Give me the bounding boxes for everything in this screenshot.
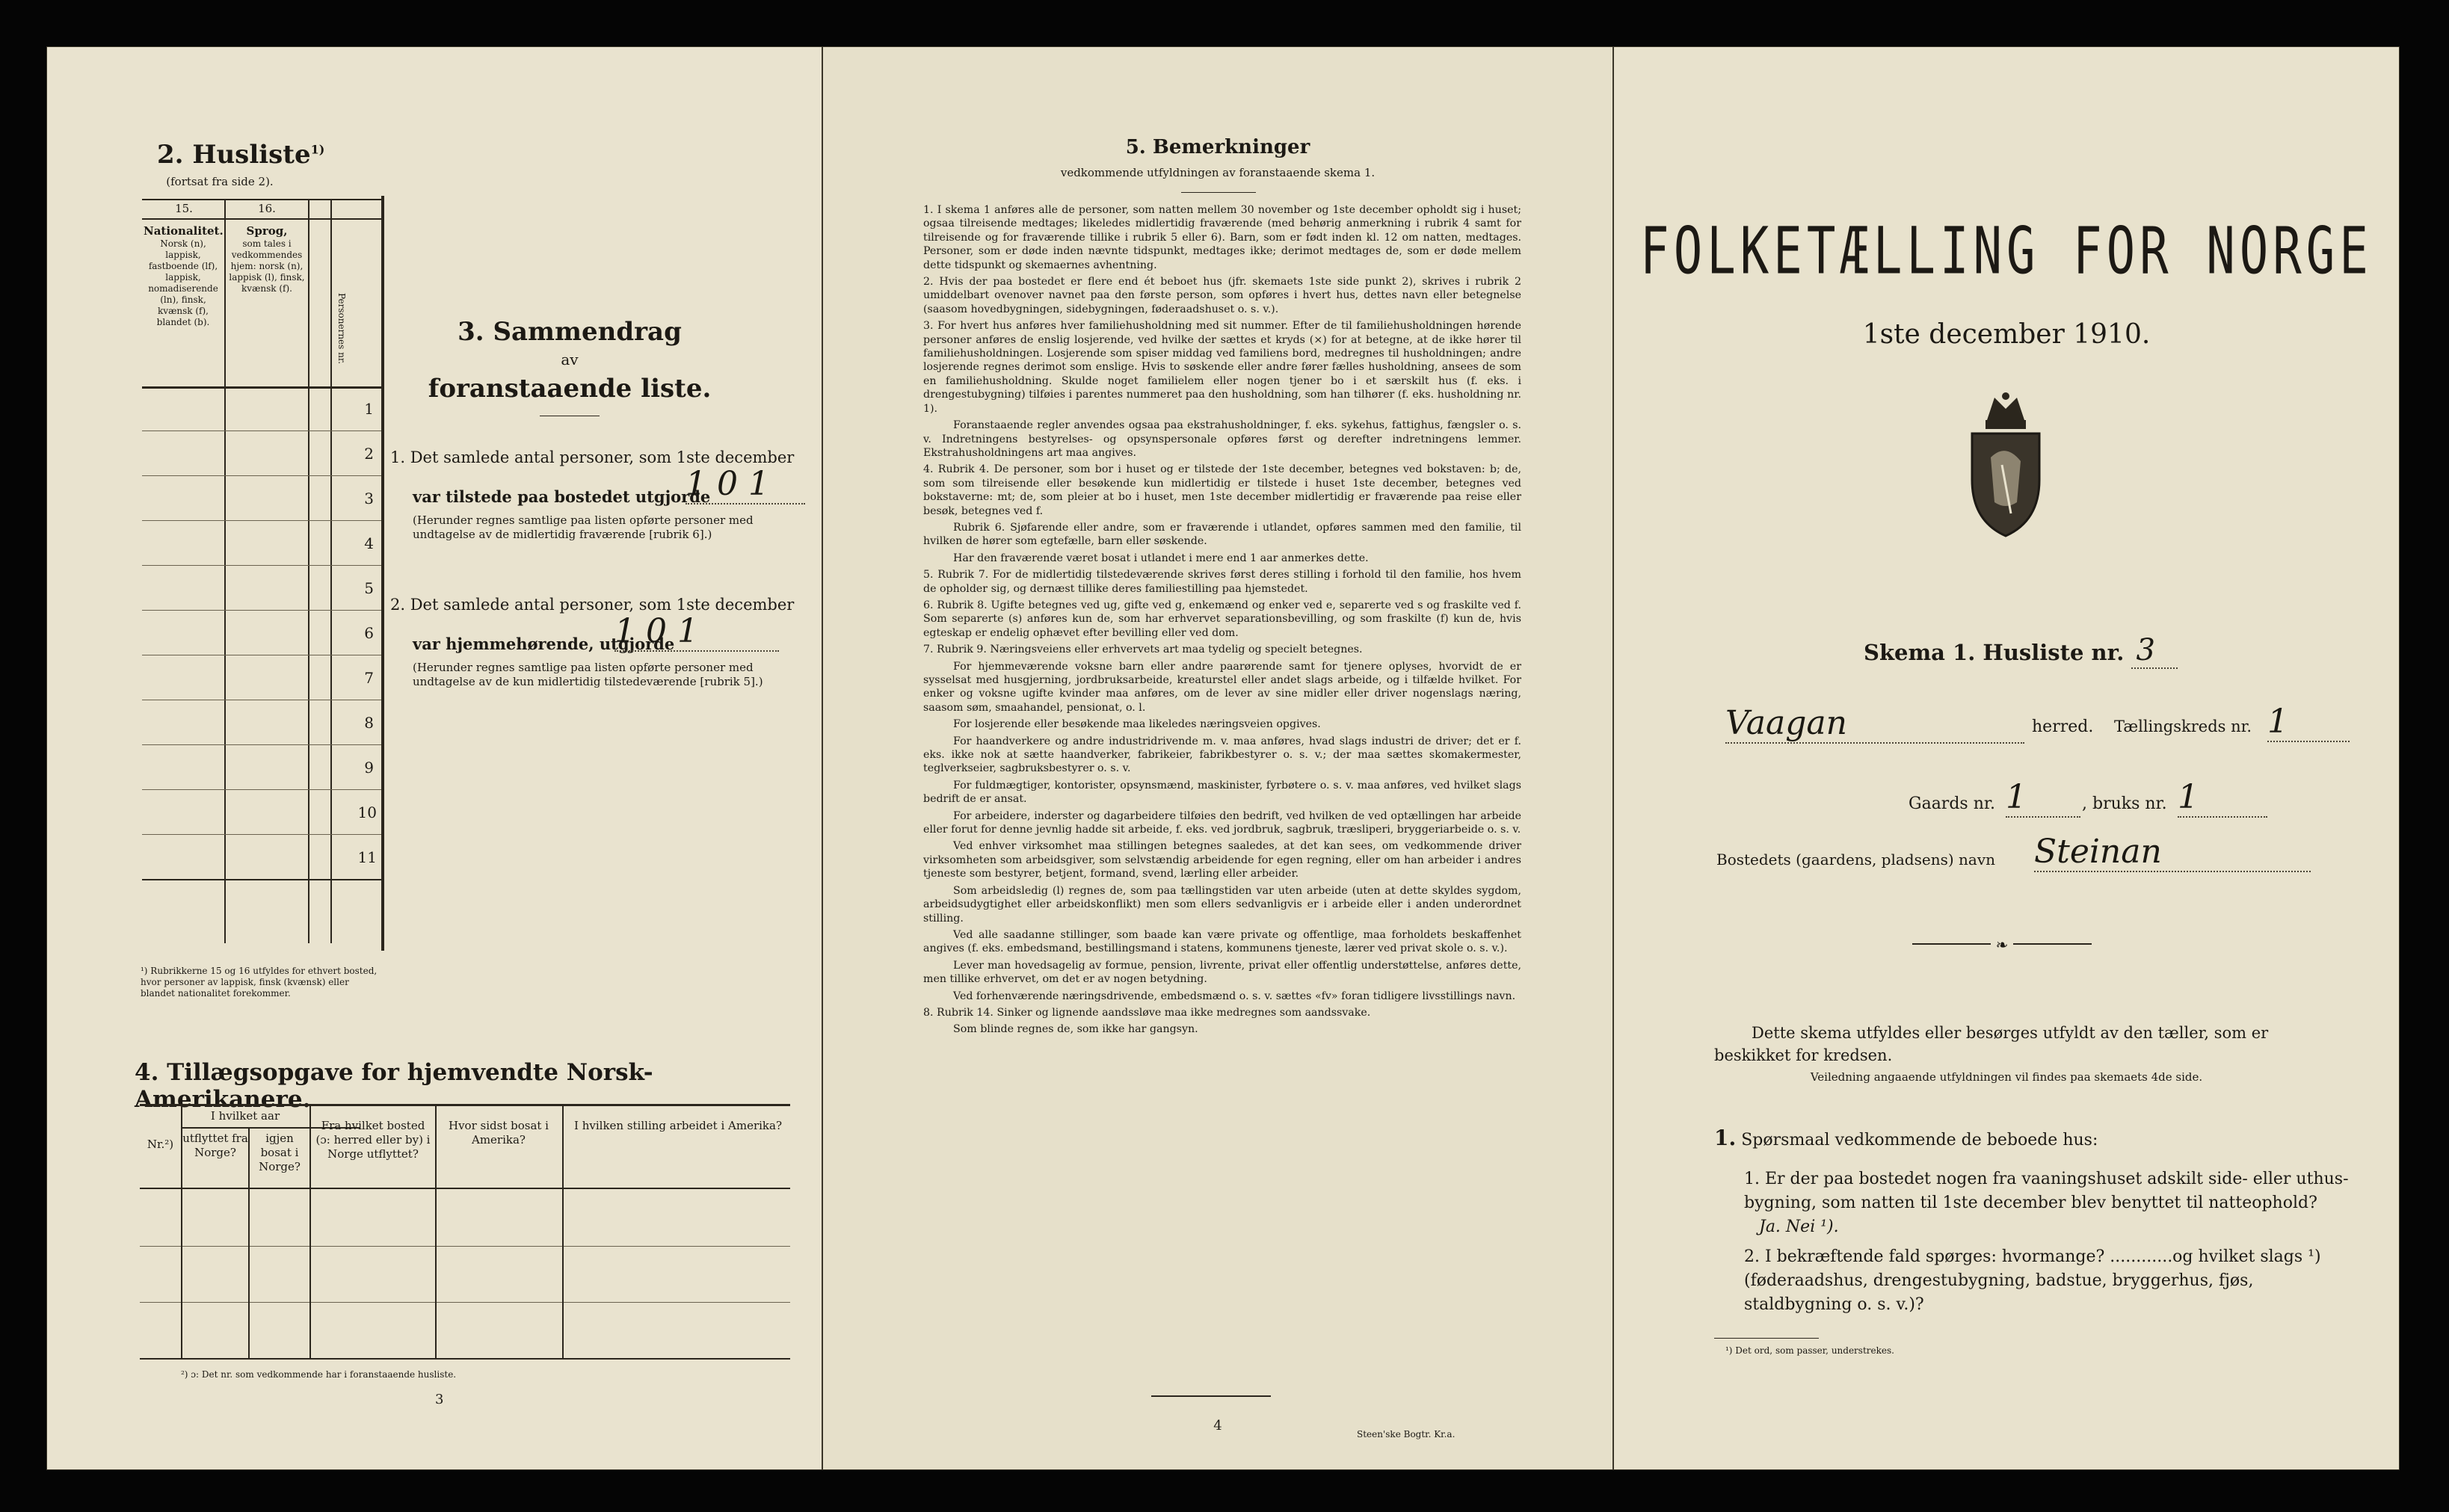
question-1-answer: Ja. Nei ¹). [1759,1218,1839,1236]
table-row: 6 [142,611,381,655]
tillaeg-title: 4. Tillægsopgave for hjemvendte Norsk-Amerikanere. [135,1059,653,1113]
col15-number: 15. [175,202,193,215]
husliste-subtitle: (fortsat fra side 2). [166,175,274,188]
table-row: 4 [142,521,381,566]
remark-2: 2. Hvis der paa bostedet er flere end ét beboet hus (jfr. skemaets 1ste side punkt 2), skrives i rubrik 2 umiddelbart ovenover navnet paa den første person, som opføres i hvert hus, dettes navn eller betegnelse (saasom hovedbygningen, sidebygningen, føderaadshuset o. s. v.). [923,276,1521,315]
sammendrag-item-2: 2. Det samlede antal personer, som 1ste december var hjemmehørende, utgjorde 1 0 1 (Herunder regnes samtlige paa listen opførte personer med undtagelse av de kun midlertidig tilstedeværende [rubrik 5].) [390,596,795,688]
remark-7k: Ved forhenværende næringsdrivende, embedsmænd o. s. v. sættes «fv» foran tidligere livsstillings navn. [953,990,1516,1002]
husliste-footnote: ¹) Rubrikkerne 15 og 16 utfyldes for ethvert bosted, hvor personer av lappisk, finsk (kvænsk) eller blandet nationalitet forekommer. [141,966,378,999]
bosted-value: Steinan [2034,833,2311,872]
page-number: 3 [435,1392,444,1407]
bosted-label: Bostedets (gaardens, pladsens) navn [1716,851,1995,868]
bemerkninger-title: 5. Bemerkninger [1125,136,1310,158]
remark-3b: Foranstaaende regler anvendes ogsaa paa ekstrahusholdninger, f. eks. sykehus, fattighus, fængsler o. s. v. Indretningens bestyrelses- og opsynspersonale opføres først og derefter indretningens lemmer. Ekstrahusholdningens art maa angives. [923,419,1521,459]
remark-7i: Ved alle saadanne stillinger, som baade kan være private og offentlige, maa forholdets beskaffenhet angives (f. eks. embedsmand, bestillingsmand i statens, kommunens tjeneste, lærer ved privat skole o. s. v.). [923,928,1521,955]
question-heading: 1. Spørsmaal vedkommende de beboede hus: [1714,1126,2098,1150]
table-row: 10 [142,790,381,835]
herred-label: herred. [2032,718,2094,736]
ornament-icon: ❧ [1991,936,2013,954]
colnr-header: Personernes nr. [336,293,347,365]
tillaeg-col-e: I hvilken stilling arbeidet i Amerika? [574,1119,782,1132]
bosted-row [1716,833,2374,883]
census-title: FOLKETÆLLING FOR NORGE [1640,215,2373,289]
remark-4: 4. Rubrik 4. De personer, som bor i huset og er tilstede der 1ste december, betegnes ved bokstaven: b; de, som som tilreisende eller besøkende kun midlertidig er tilstede i huset 1ste december, betegnes ved bokstaverne: mt; de, som pleier at bo i huset, men 1ste december midlertidig er fraværende paa reise eller besøk, betegnes ved f. [923,463,1521,517]
table-row: 9 [142,745,381,790]
page-left [46,46,822,1470]
page-right [1613,46,2400,1470]
instruction-text: Dette skema utfyldes eller besørges utfyldt av den tæller, som er beskikket for kredsen. [1714,1024,2269,1064]
gaards-row [1909,778,2297,827]
questions [1714,1126,2357,1317]
kreds-value: 1 [2267,703,2350,742]
remark-7j: Lever man hovedsagelig av formue, pension, livrente, privat eller offentlig understøttelse, anføres dette, men tillike erhvervet, om det er av nogen betydning. [923,959,1521,986]
question-1: 1. Er der paa bostedet nogen fra vaaningshuset adskilt side- eller uthus-bygning, som natten til 1ste december blev benyttet til natteophold? Ja. Nei ¹). [1744,1170,2349,1236]
husliste-rows [142,386,381,880]
col16-number: 16. [258,202,276,215]
remark-7g: Ved enhver virksomhet maa stillingen betegnes saaledes, at det kan sees, om vedkommende driver virksomheten som arbeidsgiver, som selvstændig arbeidende for egen regning, eller om han arbeider i andres tjeneste som bestyrer, betjent, formand, svend, lærling eller arbeider. [923,840,1521,880]
bemerkninger-subtitle: vedkommende utfyldningen av foranstaaende skema 1. [1060,166,1376,179]
table-row: 11 [142,835,381,880]
herred-row [1710,704,2368,749]
husliste-nr-value: 3 [2131,633,2177,669]
table-row: 2 [142,431,381,476]
bruks-value: 1 [2178,778,2267,818]
col15-header: Nationalitet. Norsk (n), lappisk, fastboende (lf), lappisk, nomadiserende (ln), finsk, kvænsk (f), blandet (b). [144,224,224,327]
question-2: 2. I bekræftende fald spørges: hvormange? ............og hvilket slags ¹) (føderaadshus, drengestubygning, badstue, bryggerhus, fjøs, staldbygning o. s. v.)? [1744,1247,2321,1314]
sammendrag-heading: 3. Sammendrag av foranstaaende liste. [413,315,727,416]
tillaeg-footnote: ²) ɔ: Det nr. som vedkommende har i foranstaaende husliste. [181,1369,457,1380]
sammendrag-item-1: 1. Det samlede antal personer, som 1ste december var tilstede paa bostedet utgjorde 1 0 1 (Herunder regnes samtlige paa listen opførte personer med undtagelse av de midlertidig fraværende [rubrik 6].) [353,448,801,542]
printer-mark: Steen'ske Bogtr. Kr.a. [1357,1429,1455,1440]
bruks-label: , bruks nr. [2082,794,2167,813]
norway-coat-of-arms-icon [1965,390,2047,543]
skema-label: Skema 1. Husliste nr. 3 [1864,633,2178,667]
remark-7e: For fuldmægtiger, kontorister, opsynsmænd, maskinister, fyrbøtere o. s. v. maa anføres, ved hvilket slags bedrift de er ansat. [923,779,1521,806]
table-row: 1 [142,386,381,431]
remark-6: 6. Rubrik 8. Ugifte betegnes ved ug, gifte ved g, enkemænd og enker ved e, separerte ved s og fraskilte ved f. Som separerte (s) anføres kun de, som har erhvervet separationsbevilling, og som fraskilte (f) kun de, hvis egteskap er endelig ophævet efter bevilling eller ved dom. [923,599,1521,639]
census-date: 1ste december 1910. [1862,319,2151,350]
remark-7f: For arbeidere, inderster og dagarbeidere tilføies den bedrift, ved hvilken de ved optællingen har arbeide eller forut for denne jevnlig hadde sit arbeide, f. eks. ved jordbruk, sagbruk, træsliperi, bryggeriarbeide o. s. v. [923,809,1521,836]
table-row: 5 [142,566,381,611]
herred-value: Vaagan [1725,704,2024,744]
col16-header: Sprog, som tales i vedkommendes hjem: norsk (n), lappisk (l), finsk, kvænsk (f). [229,224,305,294]
item1-handwritten-value: 1 0 1 [686,465,805,504]
remark-5: 5. Rubrik 7. For de midlertidig tilstedeværende skrives først deres stilling i forhold til den familie, hos hvem de opholder sig, og dernæst tillike deres familiestilling paa hjemstedet. [923,569,1521,595]
remark-4c: Har den fraværende været bosat i utlandet i mere end 1 aar anmerkes dette. [953,552,1369,564]
tillaeg-col-d: Hvor sidst bosat i Amerika? [449,1119,549,1147]
tillaeg-col-group: I hvilket aar [210,1109,280,1123]
page-number: 4 [1213,1418,1222,1434]
remark-7: 7. Rubrik 9. Næringsveiens eller erhvervets art maa tydelig og specielt betegnes. [923,644,1363,656]
footnote: ¹) Det ord, som passer, understrekes. [1725,1345,1894,1356]
remark-7h: Som arbeidsledig (l) regnes de, som paa tællingstiden var uten arbeide (uten at dette skyldes sygdom, arbeidsudygtighet eller arbeidskonflikt) men som ellers sedvanligvis er i arbeide eller i anden underordnet stilling. [923,884,1521,925]
remark-4b: Rubrik 6. Sjøfarende eller andre, som er fraværende i utlandet, opføres sammen med den familie, til hvilken de hører som egtefælle, barn eller søskende. [923,521,1521,548]
tillaeg-col-a: utflyttet fra Norge? [182,1132,248,1159]
table-row: 7 [142,655,381,700]
remark-1: 1. I skema 1 anføres alle de personer, som natten mellem 30 november og 1ste december opholdt sig i huset; ogsaa tilreisende medtages; likeledes midlertidig fraværende (med behørig anmerkning i rubrik 4 samt for tilreisende og for fraværende tillike i rubrik 5 eller 6). Barn, som er født inden kl. 12 om natten, medtages. Personer, som er døde inden nævnte tidspunkt, medtages ikke; derimot medtages de, som er døde mellem dette tidspunkt og skemaernes avhentning. [923,204,1521,271]
tillaeg-col-b: igjen bosat i Norge? [259,1132,301,1173]
tillaeg-col-nr: Nr.²) [147,1138,174,1151]
page-middle [822,46,1613,1470]
item2-handwritten-value: 1 0 1 [614,612,779,652]
husliste-title: 2. Husliste$^{1)}$ [157,140,325,170]
tillaeg-col-c: Fra hvilket bosted (ɔ: herred eller by) i Norge utflyttet? [315,1119,431,1161]
remark-8: 8. Rubrik 14. Sinker og lignende aandssløve maa ikke medregnes som aandssvake. [923,1006,1371,1019]
remark-3: 3. For hvert hus anføres hver familiehusholdning med sit nummer. Efter de til familiehusholdningen hørende personer anføres de enslig losjerende, ved hvilke der sættes et kryds (×) for at betegne, at de ikke hører til familiehusholdningen. Losjerende som spiser middag ved familiens bord, medregnes til husholdningen; andre losjerende regnes derimot som enslige. Hvis to søskende eller andre fører fælles husholdning, ansees de som en familiehusholdning. Skulde noget familielem eller nogen tjener bo i et særskilt hus (f. eks. i drengestubygning) tilføies i parentes nummeret paa den husholdning, som han tilhører (f. eks. husholdning nr. 1). [923,320,1521,415]
remark-7b: For hjemmeværende voksne barn eller andre paarørende samt for tjenere oplyses, hvorvidt de er sysselsat med husgjerning, jordbruksarbeide, kreaturstel eller andet slags arbeide, og i tilfælde hvilket. For enker og voksne ugifte kvinder maa anføres, om de lever av sine midler eller driver nogenslags næring, saasom søm, smaahandel, pensionat, o. l. [923,660,1521,714]
bemerkninger-body [923,203,1521,1040]
table-row: 3 [142,476,381,521]
gaards-value: 1 [2006,778,2080,818]
kreds-label: Tællingskreds nr. [2114,718,2252,735]
remark-7d: For haandverkere og andre industridrivende m. v. maa anføres, hvad slags industri de driver; det er f. eks. ikke nok at sætte haandverker, fabrikeier, fabrikbestyrer o. s. v.; der maa sættes skomakermester, teglverkseier, sagbruksbestyrer o. s. v. [923,735,1521,775]
remark-7c: For losjerende eller besøkende maa likeledes næringsveien opgives. [953,718,1321,731]
veiledning-text: Veiledning angaaende utfyldningen vil findes paa skemaets 4de side. [1810,1070,2203,1084]
remark-8b: Som blinde regnes de, som ikke har gangsyn. [953,1023,1198,1036]
table-row: 8 [142,700,381,745]
gaards-label: Gaards nr. [1909,794,1995,813]
